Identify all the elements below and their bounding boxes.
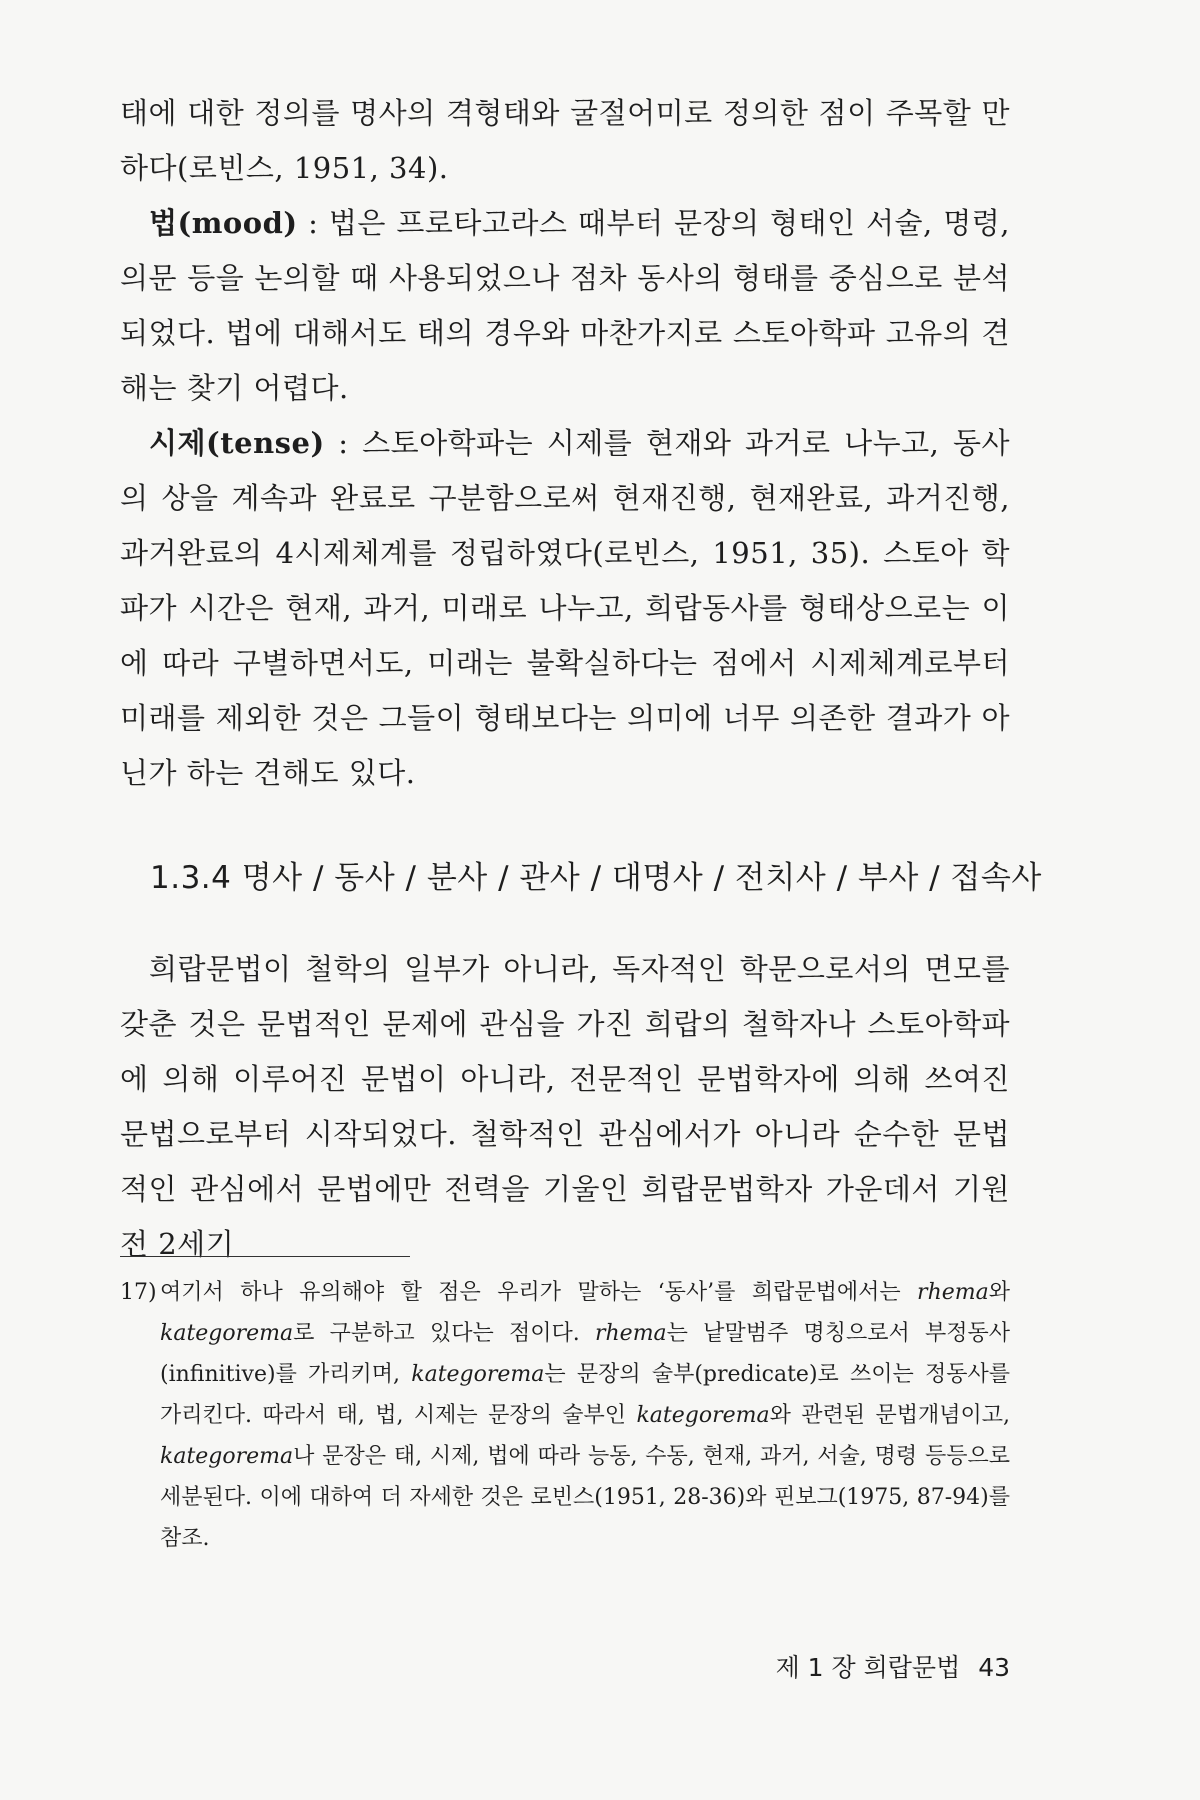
- paragraph-continuation: [120, 86, 1010, 196]
- footnote-italic-term: kategorema: [160, 1321, 294, 1346]
- section-text-block: [120, 942, 1010, 1272]
- section-heading: 1.3.4 명사 / 동사 / 분사 / 관사 / 대명사 / 전치사 / 부사 / 접속사: [150, 860, 1042, 896]
- footnote-italic-term: rhema: [917, 1280, 989, 1305]
- footnote-italic-term: rhema: [594, 1321, 667, 1346]
- paragraph-text: : 스토아학파는 시제를 현재와 과거로 나누고, 동사의 상을 계속과 완료로 구분함으로써 현재진행, 현재완료, 과거진행, 과거완료의 4시제체계를 정립하였다(로빈스, 1951, 35). 스토아 학파가 시간은 현재, 과거, 미래로 나누고, 희랍동사를 형태상으로는 이에 따라 구별하면서도, 미래는 불확실하다는 점에서 시제체계로부터 미래를 제외한 것은 그들이 형태보다는 의미에 너무 의존한 결과가 아닌가 하는 견해도 있다.: [120, 426, 1010, 790]
- chapter-label: 제 1 장 희랍문법: [775, 1653, 961, 1682]
- footnote: [120, 1272, 1010, 1559]
- paragraph-section: 희랍문법이 철학의 일부가 아니라, 독자적인 학문으로서의 면모를 갖춘 것은 문법적인 문제에 관심을 가진 희랍의 철학자나 스토아학파에 의해 이루어진 문법이 아니라, 전문적인 문법학자에 의해 쓰여진 문법으로부터 시작되었다. 철학적인 관심에서가 아니라 순수한 문법적인 관심에서 문법에만 전력을 기울인 희랍문법학자 가운데서 기원전 2세기: [120, 952, 1010, 1261]
- paragraph-mood: [120, 196, 1010, 416]
- footnote-text-part: 나 문장은 태, 시제, 법에 따라 능동, 수동, 현재, 과거, 서술, 명령 등등으로 세분된다. 이에 대하여 더 자세한 것은 로빈스(1951, 28-36)와 핀보그(1975, 87-94)를 참조.: [160, 1444, 1010, 1551]
- footnote-italic-term: kategorema: [160, 1444, 294, 1469]
- page-footer: [766, 1648, 1010, 1684]
- term-tense: 시제(tense): [149, 426, 325, 460]
- footnote-text-part: 는 낱말범주 명칭으로서 부정동사(infinitive)를 가리키며,: [160, 1321, 1010, 1387]
- footnote-number: 17): [120, 1280, 157, 1305]
- paragraph-text: 태에 대한 정의를 명사의 격형태와 굴절어미로 정의한 점이 주목할 만하다(로빈스, 1951, 34).: [120, 96, 1010, 185]
- footnote-text-part: 와: [988, 1280, 1010, 1305]
- footnote-italic-term: kategorema: [636, 1403, 770, 1428]
- footnote-text-part: 는 문장의 술부(predicate)로 쓰이는 정동사를 가리킨다. 따라서 태, 법, 시제는 문장의 술부인: [160, 1362, 1010, 1428]
- footnote-italic-term: kategorema: [411, 1362, 545, 1387]
- term-mood: 법(mood): [149, 206, 298, 240]
- top-text-block: [120, 86, 1010, 801]
- paragraph-text: : 법은 프로타고라스 때부터 문장의 형태인 서술, 명령, 의문 등을 논의할 때 사용되었으나 점차 동사의 형태를 중심으로 분석되었다. 법에 대해서도 태의 경우와 마찬가지로 스토아학파 고유의 견해는 찾기 어렵다.: [120, 206, 1010, 405]
- page-number: 43: [978, 1653, 1010, 1682]
- paragraph-tense: [120, 416, 1010, 801]
- footnote-text: [160, 1272, 1010, 1559]
- footnote-text-part: 와 관련된 문법개념이고,: [769, 1403, 1010, 1428]
- footnote-text-part: 여기서 하나 유의해야 할 점은 우리가 말하는 ‘동사’를 희랍문법에서는: [160, 1280, 918, 1305]
- footnote-text-part: 로 구분하고 있다는 점이다.: [293, 1321, 595, 1346]
- footnote-divider: [120, 1256, 410, 1257]
